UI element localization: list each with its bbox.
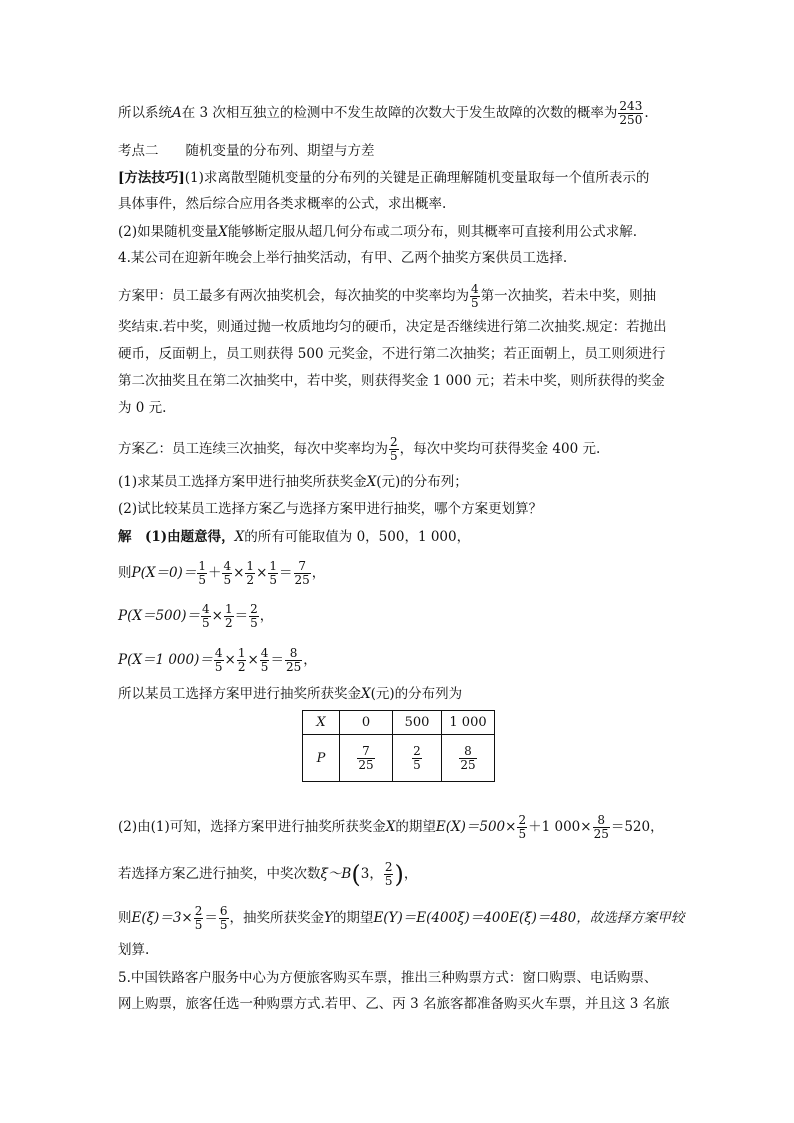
numerator: 1 (198, 559, 206, 573)
fraction (249, 603, 259, 630)
sub-question-2: (2)试比较某员工选择方案乙与选择方案甲进行抽奖，哪个方案更划算？ (118, 501, 543, 517)
expectation-xi-line (118, 905, 684, 932)
denominator: 5 (269, 573, 278, 587)
text: ξ～B (320, 866, 352, 882)
question-5-line-2: 网上购票，旅客任选一种购票方式.若甲、乙、丙 3 名旅客都准备购买火车票，并且这 3 名旅 (118, 996, 670, 1012)
text: × (247, 652, 259, 668)
fraction (412, 745, 422, 772)
text: ＝ (279, 565, 293, 581)
text: × (224, 652, 236, 668)
fraction (222, 560, 232, 587)
text: 若选择方案乙进行抽奖，中奖次数 (118, 866, 321, 882)
solution-line-1 (118, 527, 470, 547)
denominator: 25 (593, 827, 609, 841)
text: ， (259, 608, 274, 624)
text: 所以某员工选择方案甲进行抽奖所获奖金 (118, 686, 361, 702)
text: 的期望 (395, 819, 436, 835)
text: ＝ (270, 652, 284, 668)
denominator: 25 (460, 757, 476, 772)
text: ，抽奖所获奖金 (229, 910, 325, 926)
text: (元)的分布列为 (370, 686, 463, 702)
expectation-xi-line-2: 划算. (118, 942, 150, 958)
fraction (294, 560, 311, 587)
numerator: 4 (202, 602, 210, 616)
method-line-3 (118, 222, 637, 242)
denominator: 5 (202, 616, 210, 630)
var-X: X (218, 224, 228, 240)
method-tag: [方法技巧] (118, 170, 185, 186)
denominator: 25 (285, 660, 302, 674)
numerator: 1 (246, 559, 255, 573)
fraction (194, 905, 204, 932)
numerator: 4 (260, 646, 269, 660)
fraction (201, 603, 211, 630)
text: (2)如果随机变量 (118, 224, 219, 240)
fraction (618, 100, 643, 127)
text: ＋ (207, 565, 222, 581)
text: × (256, 565, 268, 581)
fraction (384, 861, 394, 888)
denominator: 25 (358, 757, 374, 772)
denominator: 2 (246, 573, 255, 587)
formula-p500 (118, 603, 273, 630)
method-line-2: 具体事件，然后综合应用各类求概率的公式，求出概率. (118, 196, 447, 212)
text: (2)由(1)可知，选择方案甲进行抽奖所获奖金 (118, 819, 386, 835)
text: ( (351, 860, 361, 889)
text: E(X)＝500× (435, 819, 517, 835)
denominator: 5 (390, 449, 398, 463)
numerator: 4 (223, 559, 232, 573)
numerator: 2 (518, 813, 527, 827)
text: ， (403, 866, 418, 882)
table-cell (340, 735, 393, 782)
question-5-line-1: 5.中国铁路客户服务中心为方便旅客购买车票，推出三种购票方式：窗口购票、电话购票、 (118, 970, 658, 986)
text: 解 (1)由题意得， (118, 529, 235, 545)
fraction (470, 283, 480, 310)
text: 则 (118, 565, 132, 581)
fraction (224, 603, 234, 630)
text: 的期望 (332, 910, 374, 926)
fraction (268, 560, 278, 587)
text: P(X＝1 000)＝ (118, 652, 213, 668)
text: ) (394, 860, 404, 889)
expectation-x-line (118, 814, 664, 841)
text: ， (303, 652, 317, 668)
plan-a-line-5: 为 0 元. (118, 400, 167, 416)
denominator: 5 (413, 757, 421, 772)
text: 3， (360, 866, 383, 882)
fraction (593, 814, 610, 841)
text: 在 3 次相互独立的检测中不发生故障的次数大于发生故障的次数的概率为 (181, 105, 618, 121)
text: × (233, 565, 245, 581)
table-row (303, 711, 495, 735)
plan-b-line (118, 436, 600, 463)
text: 方案甲：员工最多有两次抽奖机会，每次抽奖的中奖率均为 (118, 288, 469, 304)
text: 方案乙：员工连续三次抽奖，每次中奖率均为 (118, 441, 388, 457)
text: ＋1 000× (528, 819, 592, 835)
numerator: 4 (471, 282, 479, 296)
numerator: 1 (237, 646, 246, 660)
table-cell (442, 735, 495, 782)
fraction (237, 647, 247, 674)
numerator: 6 (219, 904, 228, 918)
denominator: 5 (219, 918, 228, 932)
sub-question-1 (118, 472, 468, 492)
denominator: 5 (260, 660, 269, 674)
numerator: 2 (194, 904, 203, 918)
text: 第一次抽奖，若未中奖，则抽 (480, 288, 657, 304)
numerator: 7 (357, 745, 374, 759)
question-4: 4.某公司在迎新年晚会上举行抽奖活动，有甲、乙两个抽奖方案供员工选择. (118, 250, 568, 266)
var-Y: Y (324, 910, 333, 926)
text: 的所有可能取值为 0，500，1 000， (244, 529, 471, 545)
distribution-intro (118, 684, 462, 704)
text: P(X＝500)＝ (118, 608, 200, 624)
var-X: X (361, 686, 371, 702)
text: 则 (118, 910, 132, 926)
text: ， (311, 565, 326, 581)
table-cell (393, 735, 442, 782)
numerator: 7 (294, 560, 311, 574)
text: . (644, 105, 649, 121)
fraction (197, 560, 207, 587)
text: (元)的分布列； (376, 474, 468, 490)
numerator: 243 (619, 99, 643, 113)
denominator: 5 (194, 918, 203, 932)
text: ，每次中奖均可获得奖金 400 元. (399, 441, 601, 457)
text: E(Y)＝E(400ξ)＝400E(ξ)＝480，故选择方案甲较 (373, 910, 685, 926)
formula-p1000 (118, 647, 317, 674)
text: 所以系统 (118, 105, 172, 121)
numerator: 4 (214, 646, 223, 660)
denominator: 5 (223, 573, 232, 587)
table-row (303, 735, 495, 782)
text: 能够断定服从超几何分布或二项分布，则其概率可直接利用公式求解. (227, 224, 638, 240)
fraction (245, 560, 255, 587)
numerator: 1 (269, 559, 278, 573)
denominator: 2 (224, 616, 233, 630)
var-X: X (366, 474, 377, 490)
binomial-line (118, 861, 417, 888)
fraction (219, 905, 229, 932)
plan-a-line-4: 第二次抽奖且在第二次抽奖中，若中奖，则获得奖金 1 000 元；若未中奖，则所获得的奖金 (118, 373, 665, 389)
fraction (357, 745, 374, 772)
fraction (517, 814, 527, 841)
denominator: 5 (518, 827, 527, 841)
numerator: 1 (224, 602, 233, 616)
numerator: 2 (390, 435, 398, 449)
table-cell: X (303, 711, 340, 735)
denominator: 5 (214, 660, 223, 674)
text: P(X＝0)＝ (131, 565, 197, 581)
var-X: X (385, 819, 396, 835)
plan-a-line-1 (118, 283, 656, 310)
text: (1)求某员工选择方案甲进行抽奖所获奖金 (118, 474, 367, 490)
distribution-table (302, 710, 495, 782)
text: ＝520， (610, 819, 664, 835)
numerator: 8 (459, 745, 476, 759)
table-cell: 0 (340, 711, 393, 735)
table-cell: 1 000 (442, 711, 495, 735)
numerator: 8 (285, 647, 302, 661)
denominator: 25 (294, 573, 310, 587)
denominator: 5 (384, 874, 393, 888)
text: × (211, 608, 223, 624)
text: E(ξ)＝3× (131, 910, 193, 926)
plan-a-line-3: 硬币，反面朝上，员工则获得 500 元奖金，不进行第二次抽奖；若正面朝上，员工则须进行 (118, 346, 666, 362)
formula-p0 (118, 560, 325, 587)
table-cell: P (303, 735, 340, 782)
text-line-1 (118, 100, 649, 127)
section-heading: 考点二 随机变量的分布列、期望与方差 (118, 143, 375, 159)
fraction (214, 647, 224, 674)
text: ＝ (204, 910, 218, 926)
method-line-1 (118, 168, 649, 188)
denominator: 5 (471, 296, 479, 310)
fraction (260, 647, 270, 674)
numerator: 2 (384, 860, 393, 874)
denominator: 5 (198, 573, 206, 587)
numerator: 2 (250, 602, 258, 616)
denominator: 250 (619, 113, 643, 127)
var-X: X (234, 529, 245, 545)
denominator: 2 (237, 660, 246, 674)
fraction (389, 436, 399, 463)
denominator: 5 (250, 616, 258, 630)
numerator: 8 (593, 814, 610, 828)
fraction (459, 745, 476, 772)
text: (1)求离散型随机变量的分布列的关键是正确理解随机变量取每一个值所表示的 (184, 170, 650, 186)
table-cell: 500 (393, 711, 442, 735)
plan-a-line-2: 奖结束.若中奖，则通过抛一枚质地均匀的硬币，决定是否继续进行第二次抽奖.规定：若抛出 (118, 319, 667, 335)
numerator: 2 (413, 743, 421, 758)
var-A: A (172, 105, 182, 121)
text: ＝ (234, 608, 249, 624)
fraction (285, 647, 302, 674)
